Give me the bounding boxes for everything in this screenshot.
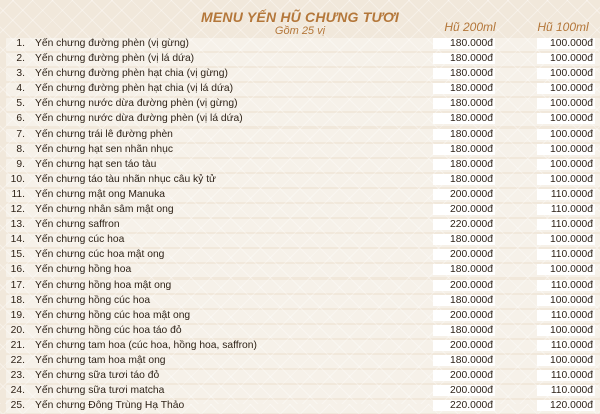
menu-item-row bbox=[0, 324, 600, 339]
price-200ml: 200.000đ bbox=[433, 370, 495, 381]
item-name: Yến chưng hồng cúc hoa mật ong bbox=[35, 309, 191, 321]
item-number: 16. bbox=[10, 264, 25, 276]
menu-item-row bbox=[0, 82, 600, 97]
item-number: 21. bbox=[10, 339, 25, 351]
item-name: Yến chưng sữa tươi táo đỏ bbox=[35, 370, 160, 382]
item-number: 13. bbox=[10, 219, 25, 231]
item-number: 6. bbox=[16, 113, 25, 125]
price-200ml: 180.000đ bbox=[433, 144, 495, 155]
item-name: Yến chưng nhân sâm mật ong bbox=[35, 204, 174, 216]
item-name: Yến chưng tam hoa mật ong bbox=[35, 354, 166, 366]
price-200ml: 180.000đ bbox=[433, 234, 495, 245]
menu-item-row bbox=[0, 128, 600, 143]
item-number: 2. bbox=[16, 53, 25, 65]
menu-item-row bbox=[0, 67, 600, 82]
price-100ml: 100.000đ bbox=[537, 295, 595, 306]
price-100ml: 100.000đ bbox=[537, 68, 595, 79]
price-200ml: 180.000đ bbox=[433, 295, 495, 306]
price-100ml: 100.000đ bbox=[537, 234, 595, 245]
price-200ml: 220.000đ bbox=[433, 400, 495, 411]
menu-item-row bbox=[0, 248, 600, 263]
menu-item-row bbox=[0, 384, 600, 399]
item-number: 25. bbox=[10, 400, 25, 412]
price-100ml: 110.000đ bbox=[537, 340, 595, 351]
price-100ml: 110.000đ bbox=[537, 219, 595, 230]
item-number: 15. bbox=[10, 249, 25, 261]
item-name: Yến chưng mật ong Manuka bbox=[35, 188, 165, 200]
item-name: Yến chưng hồng hoa mật ong bbox=[35, 279, 172, 291]
price-100ml: 100.000đ bbox=[537, 129, 595, 140]
item-number: 4. bbox=[16, 83, 25, 95]
menu-item-row bbox=[0, 173, 600, 188]
price-100ml: 110.000đ bbox=[537, 280, 595, 291]
price-200ml: 180.000đ bbox=[433, 113, 495, 124]
item-name: Yến chưng tam hoa (cúc hoa, hồng hoa, saffron) bbox=[35, 339, 257, 351]
price-100ml: 100.000đ bbox=[537, 144, 595, 155]
item-name: Yến chưng cúc hoa mật ong bbox=[35, 249, 165, 261]
price-200ml: 180.000đ bbox=[433, 98, 495, 109]
item-number: 22. bbox=[10, 354, 25, 366]
item-number: 19. bbox=[10, 309, 25, 321]
item-number: 23. bbox=[10, 370, 25, 382]
item-number: 5. bbox=[16, 98, 25, 110]
price-100ml: 100.000đ bbox=[537, 113, 595, 124]
price-100ml: 100.000đ bbox=[537, 38, 595, 49]
item-number: 20. bbox=[10, 324, 25, 336]
price-200ml: 200.000đ bbox=[433, 340, 495, 351]
price-100ml: 110.000đ bbox=[537, 385, 595, 396]
price-100ml: 110.000đ bbox=[537, 310, 595, 321]
item-name: Yến chưng trái lê đường phèn bbox=[35, 128, 173, 140]
menu-item-row bbox=[0, 218, 600, 233]
price-100ml: 100.000đ bbox=[537, 83, 595, 94]
price-100ml: 110.000đ bbox=[537, 204, 595, 215]
item-name: Yến chưng sữa tươi matcha bbox=[35, 385, 165, 397]
price-100ml: 100.000đ bbox=[537, 325, 595, 336]
item-number: 17. bbox=[10, 279, 25, 291]
item-number: 14. bbox=[10, 234, 25, 246]
price-200ml: 200.000đ bbox=[433, 204, 495, 215]
menu-item-row bbox=[0, 279, 600, 294]
menu-item-row bbox=[0, 203, 600, 218]
price-100ml: 110.000đ bbox=[537, 370, 595, 381]
item-number: 3. bbox=[16, 68, 25, 80]
item-name: Yến chưng nước dừa đường phèn (vị gừng) bbox=[35, 98, 238, 110]
price-200ml: 200.000đ bbox=[433, 385, 495, 396]
item-name: Yến chưng nước dừa đường phèn (vị lá dứa) bbox=[35, 113, 243, 125]
price-100ml: 120.000đ bbox=[537, 400, 595, 411]
menu-item-row bbox=[0, 233, 600, 248]
price-100ml: 100.000đ bbox=[537, 355, 595, 366]
price-100ml: 100.000đ bbox=[537, 98, 595, 109]
price-200ml: 180.000đ bbox=[433, 68, 495, 79]
item-number: 7. bbox=[16, 128, 25, 140]
item-name: Yến chưng cúc hoa bbox=[35, 234, 125, 246]
price-200ml: 180.000đ bbox=[433, 174, 495, 185]
price-200ml: 180.000đ bbox=[433, 83, 495, 94]
column-header-200ml: Hũ 200ml bbox=[444, 20, 496, 34]
item-name: Yến chưng đường phèn hạt chia (vị lá dứa) bbox=[35, 83, 234, 95]
item-name: Yến chưng đường phèn (vị lá dứa) bbox=[35, 53, 195, 65]
price-100ml: 100.000đ bbox=[537, 159, 595, 170]
item-number: 9. bbox=[16, 158, 25, 170]
item-name: Yến chưng táo tàu nhãn nhục câu kỷ tử bbox=[35, 173, 216, 185]
menu-item-row bbox=[0, 263, 600, 278]
item-name: Yến chưng đường phèn (vị gừng) bbox=[35, 38, 189, 49]
item-number: 11. bbox=[11, 188, 25, 200]
column-header-100ml: Hũ 100ml bbox=[537, 20, 589, 34]
menu-item-row bbox=[0, 143, 600, 158]
menu-item-row bbox=[0, 309, 600, 324]
item-number: 10. bbox=[10, 173, 25, 185]
price-100ml: 110.000đ bbox=[537, 249, 595, 260]
menu-item-row bbox=[0, 294, 600, 309]
menu-subtitle: Gồm 25 vị bbox=[274, 25, 326, 37]
item-number: 1. bbox=[16, 38, 25, 49]
price-200ml: 180.000đ bbox=[433, 159, 495, 170]
price-200ml: 200.000đ bbox=[433, 310, 495, 321]
menu-item-row bbox=[0, 158, 600, 173]
item-number: 24. bbox=[10, 385, 25, 397]
price-200ml: 180.000đ bbox=[433, 129, 495, 140]
price-100ml: 100.000đ bbox=[537, 264, 595, 275]
menu-item-row bbox=[0, 339, 600, 354]
item-name: Yến chưng hồng cúc hoa táo đỏ bbox=[35, 324, 182, 336]
price-200ml: 180.000đ bbox=[433, 264, 495, 275]
item-number: 12. bbox=[10, 204, 25, 216]
menu-item-row bbox=[0, 52, 600, 67]
item-number: 18. bbox=[10, 294, 25, 306]
price-200ml: 200.000đ bbox=[433, 189, 495, 200]
menu-item-row bbox=[0, 188, 600, 203]
item-name: Yến chưng đường phèn hạt chia (vị gừng) bbox=[35, 68, 228, 80]
menu-item-row bbox=[0, 112, 600, 127]
item-name: Yến chưng hồng cúc hoa bbox=[35, 294, 151, 306]
price-200ml: 180.000đ bbox=[433, 355, 495, 366]
item-name: Yến chưng hạt sen nhãn nhục bbox=[35, 143, 173, 155]
price-200ml: 200.000đ bbox=[433, 249, 495, 260]
menu-item-row bbox=[0, 97, 600, 112]
menu-list bbox=[0, 37, 600, 414]
price-200ml: 180.000đ bbox=[433, 38, 495, 49]
menu-item-row bbox=[0, 37, 600, 52]
price-200ml: 180.000đ bbox=[433, 325, 495, 336]
menu-item-row bbox=[0, 399, 600, 414]
price-100ml: 100.000đ bbox=[537, 174, 595, 185]
item-name: Yến chưng hạt sen táo tàu bbox=[35, 158, 157, 170]
menu-item-row bbox=[0, 369, 600, 384]
price-100ml: 100.000đ bbox=[537, 53, 595, 64]
item-name: Yến chưng hồng hoa bbox=[35, 264, 132, 276]
item-name: Yến chưng Đông Trùng Hạ Thảo bbox=[35, 400, 185, 412]
price-200ml: 180.000đ bbox=[433, 53, 495, 64]
price-100ml: 110.000đ bbox=[537, 189, 595, 200]
price-200ml: 220.000đ bbox=[433, 219, 495, 230]
menu-title: MENU YẾN HŨ CHƯNG TƯƠI bbox=[201, 9, 399, 25]
item-number: 8. bbox=[16, 143, 25, 155]
item-name: Yến chưng saffron bbox=[35, 219, 120, 231]
menu-item-row bbox=[0, 354, 600, 369]
price-200ml: 200.000đ bbox=[433, 280, 495, 291]
